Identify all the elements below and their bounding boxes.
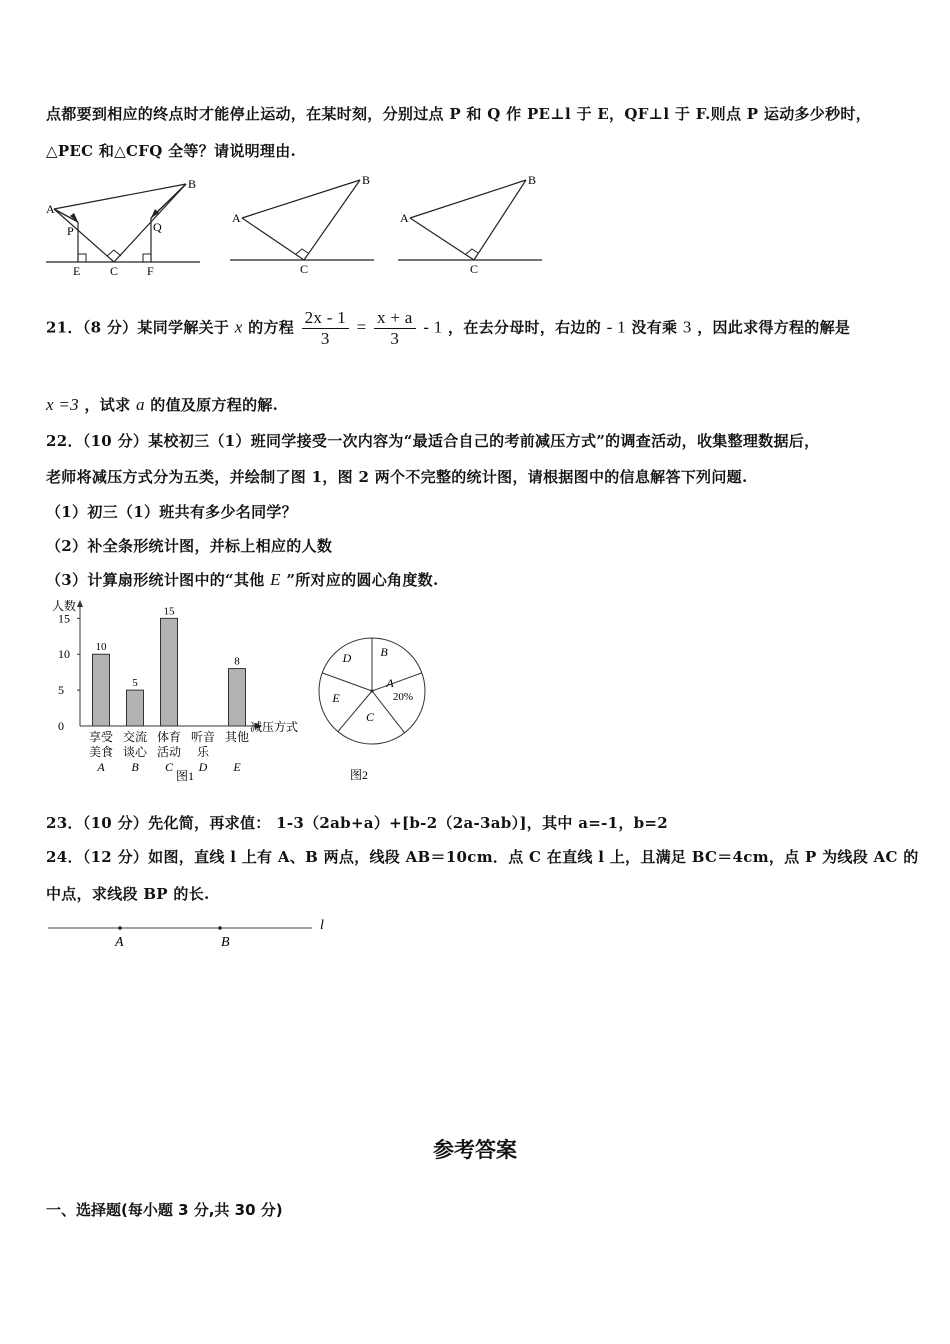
- q21-frac2-den: 3: [390, 329, 400, 348]
- q23-text: 23．（10 分）先化简，再求值： 1-3（2ab+a）+[b-2（2a-3ab）]，其中 a=-1，b=2: [46, 814, 669, 832]
- answers-title: 参考答案: [433, 1137, 517, 1162]
- q21-line2-end: 的值及原方程的解.: [150, 396, 279, 414]
- answers-section1: 一、选择题(每小题 3 分,共 30 分): [46, 1201, 283, 1219]
- pie-chart-caption: 图2: [350, 768, 369, 782]
- q21-var-x: x: [234, 317, 243, 337]
- fig1-label-Q: Q: [153, 220, 162, 234]
- bar-category-label: A: [97, 760, 105, 774]
- q21-prefix: 21．（8 分）某同学解关于: [46, 318, 230, 337]
- q24-label-A: A: [115, 935, 124, 950]
- bar-category-label: D: [198, 760, 208, 774]
- fig2-label-A: A: [232, 211, 241, 225]
- bar-value-label: 15: [163, 605, 175, 618]
- q21-minus1: - 1: [423, 317, 443, 337]
- fig1-label-B: B: [188, 177, 197, 191]
- bar-value-label: 10: [95, 641, 107, 654]
- q22-sub3-pre: （3）计算扇形统计图中的“其他: [46, 571, 265, 589]
- pie-chart-figure2: [314, 636, 434, 786]
- q21-frac2-num: x + a: [374, 308, 416, 329]
- point-A: [118, 926, 122, 930]
- bar-category-label: 美食: [88, 745, 114, 759]
- q22-line2: 老师将减压方式分为五类，并绘制了图 1，图 2 两个不完整的统计图，请根据图中的信息解答下列问题.: [46, 468, 748, 486]
- bar-category-label: 其他: [224, 730, 250, 744]
- q21-eq: =: [356, 317, 367, 337]
- q21-three: 3: [682, 317, 692, 337]
- q21-line1: [46, 308, 850, 349]
- bar-chart-xlabel: 减压方式: [250, 720, 299, 734]
- pie-label-C: C: [365, 710, 375, 724]
- bar-value-label: 8: [234, 655, 240, 668]
- q22-sub3-post: ”所对应的圆心角度数.: [286, 571, 439, 589]
- pie-label-E: E: [332, 691, 340, 705]
- pie-center: [371, 690, 374, 693]
- bar-chart-ylabel: 人数: [52, 599, 77, 613]
- fig1-label-C: C: [110, 264, 119, 278]
- q20-text-line1: 点都要到相应的终点时才能停止运动，在某时刻，分别过点 P 和 Q 作 PE⊥l 于 E，QF⊥l 于 F.则点 P 运动多少秒时，: [46, 105, 871, 123]
- bar-category-label: 乐: [196, 745, 210, 759]
- q20-figure-2: [228, 172, 378, 280]
- pie-label-D: D: [342, 651, 352, 665]
- q21-mid2: ，在去分母时，右边的: [448, 318, 602, 337]
- q20-text-line2: △PEC 和△CFQ 全等？请说明理由.: [46, 142, 297, 160]
- q21-mid3: 没有乘: [631, 318, 678, 337]
- q21-fraction-right: [374, 308, 416, 349]
- fig3-label-A: A: [400, 211, 409, 225]
- bar-category-label: B: [131, 760, 139, 774]
- q22-sub3-var: E: [270, 570, 281, 589]
- q21-frac1-num: 2x - 1: [302, 308, 349, 329]
- q21-neg1: - 1: [606, 317, 626, 337]
- bar-chart-figure1: [46, 598, 311, 788]
- q24-line1: 24．（12 分）如图，直线 l 上有 A、B 两点，线段 AB＝10cm．点 C 在直线 l 上，且满足 BC＝4cm，点 P 为线段 AC 的: [46, 848, 919, 866]
- q20-figure-3: [396, 172, 546, 280]
- bar-chart-ytick: 0: [58, 719, 64, 733]
- bar-E: [229, 669, 246, 726]
- q21-frac1-den: 3: [320, 329, 330, 348]
- q22-sub1: （1）初三（1）班共有多少名同学？: [46, 503, 297, 521]
- bar-category-label: 谈心: [122, 745, 148, 759]
- q21-fraction-left: [302, 308, 349, 349]
- fig3-label-B: B: [528, 173, 537, 187]
- bar-chart-ytick: 5: [58, 683, 64, 698]
- bar-B: [127, 690, 144, 726]
- fig2-label-B: B: [362, 173, 371, 187]
- q21-suffix: ，因此求得方程的解是: [697, 318, 851, 337]
- q22-line1: 22．（10 分）某校初三（1）班同学接受一次内容为“最适合自己的考前减压方式”的调查活动，收集整理数据后，: [46, 432, 820, 450]
- fig1-label-F: F: [147, 264, 154, 278]
- fig1-label-P: P: [67, 224, 74, 238]
- bar-chart-ytick: 15: [58, 611, 70, 626]
- q22-sub2: （2）补全条形统计图，并标上相应的人数: [46, 537, 333, 555]
- pie-label-A: A: [386, 676, 394, 690]
- q21-line2-mid: ，试求: [84, 396, 131, 414]
- q21-mid1: 的方程: [248, 318, 295, 337]
- q21-solution: x =3: [46, 395, 79, 414]
- pie-label-B: B: [380, 645, 388, 659]
- bar-category-label: E: [233, 760, 241, 774]
- q24-line2: 中点，求线段 BP 的长.: [46, 885, 210, 903]
- bar-category-label: 活动: [156, 745, 182, 759]
- q24-line-figure: [44, 914, 344, 954]
- bar-chart-ytick: 10: [58, 647, 70, 662]
- bar-category-label: 体育: [156, 730, 182, 744]
- q20-figure-1: [44, 176, 204, 280]
- bar-chart-caption: 图1: [176, 769, 195, 783]
- bar-A: [93, 654, 110, 726]
- bar-category-label: 享受: [88, 730, 114, 744]
- bar-category-label: C: [164, 760, 174, 774]
- bar-value-label: 5: [132, 677, 138, 690]
- fig1-label-A: A: [46, 202, 55, 216]
- q24-label-B: B: [221, 935, 230, 950]
- bar-category-label: 交流: [122, 730, 148, 744]
- fig1-label-E: E: [73, 264, 81, 278]
- fig2-label-C: C: [300, 262, 309, 276]
- q22-sub3: [46, 569, 438, 590]
- q21-var-a: a: [135, 395, 145, 414]
- q24-label-l: l: [320, 918, 324, 933]
- pie-annotation-A: 20%: [392, 691, 414, 703]
- fig3-label-C: C: [470, 262, 479, 276]
- point-B: [218, 926, 222, 930]
- bar-C: [161, 618, 178, 726]
- q21-line2: [46, 394, 278, 415]
- bar-category-label: 听音: [190, 730, 216, 744]
